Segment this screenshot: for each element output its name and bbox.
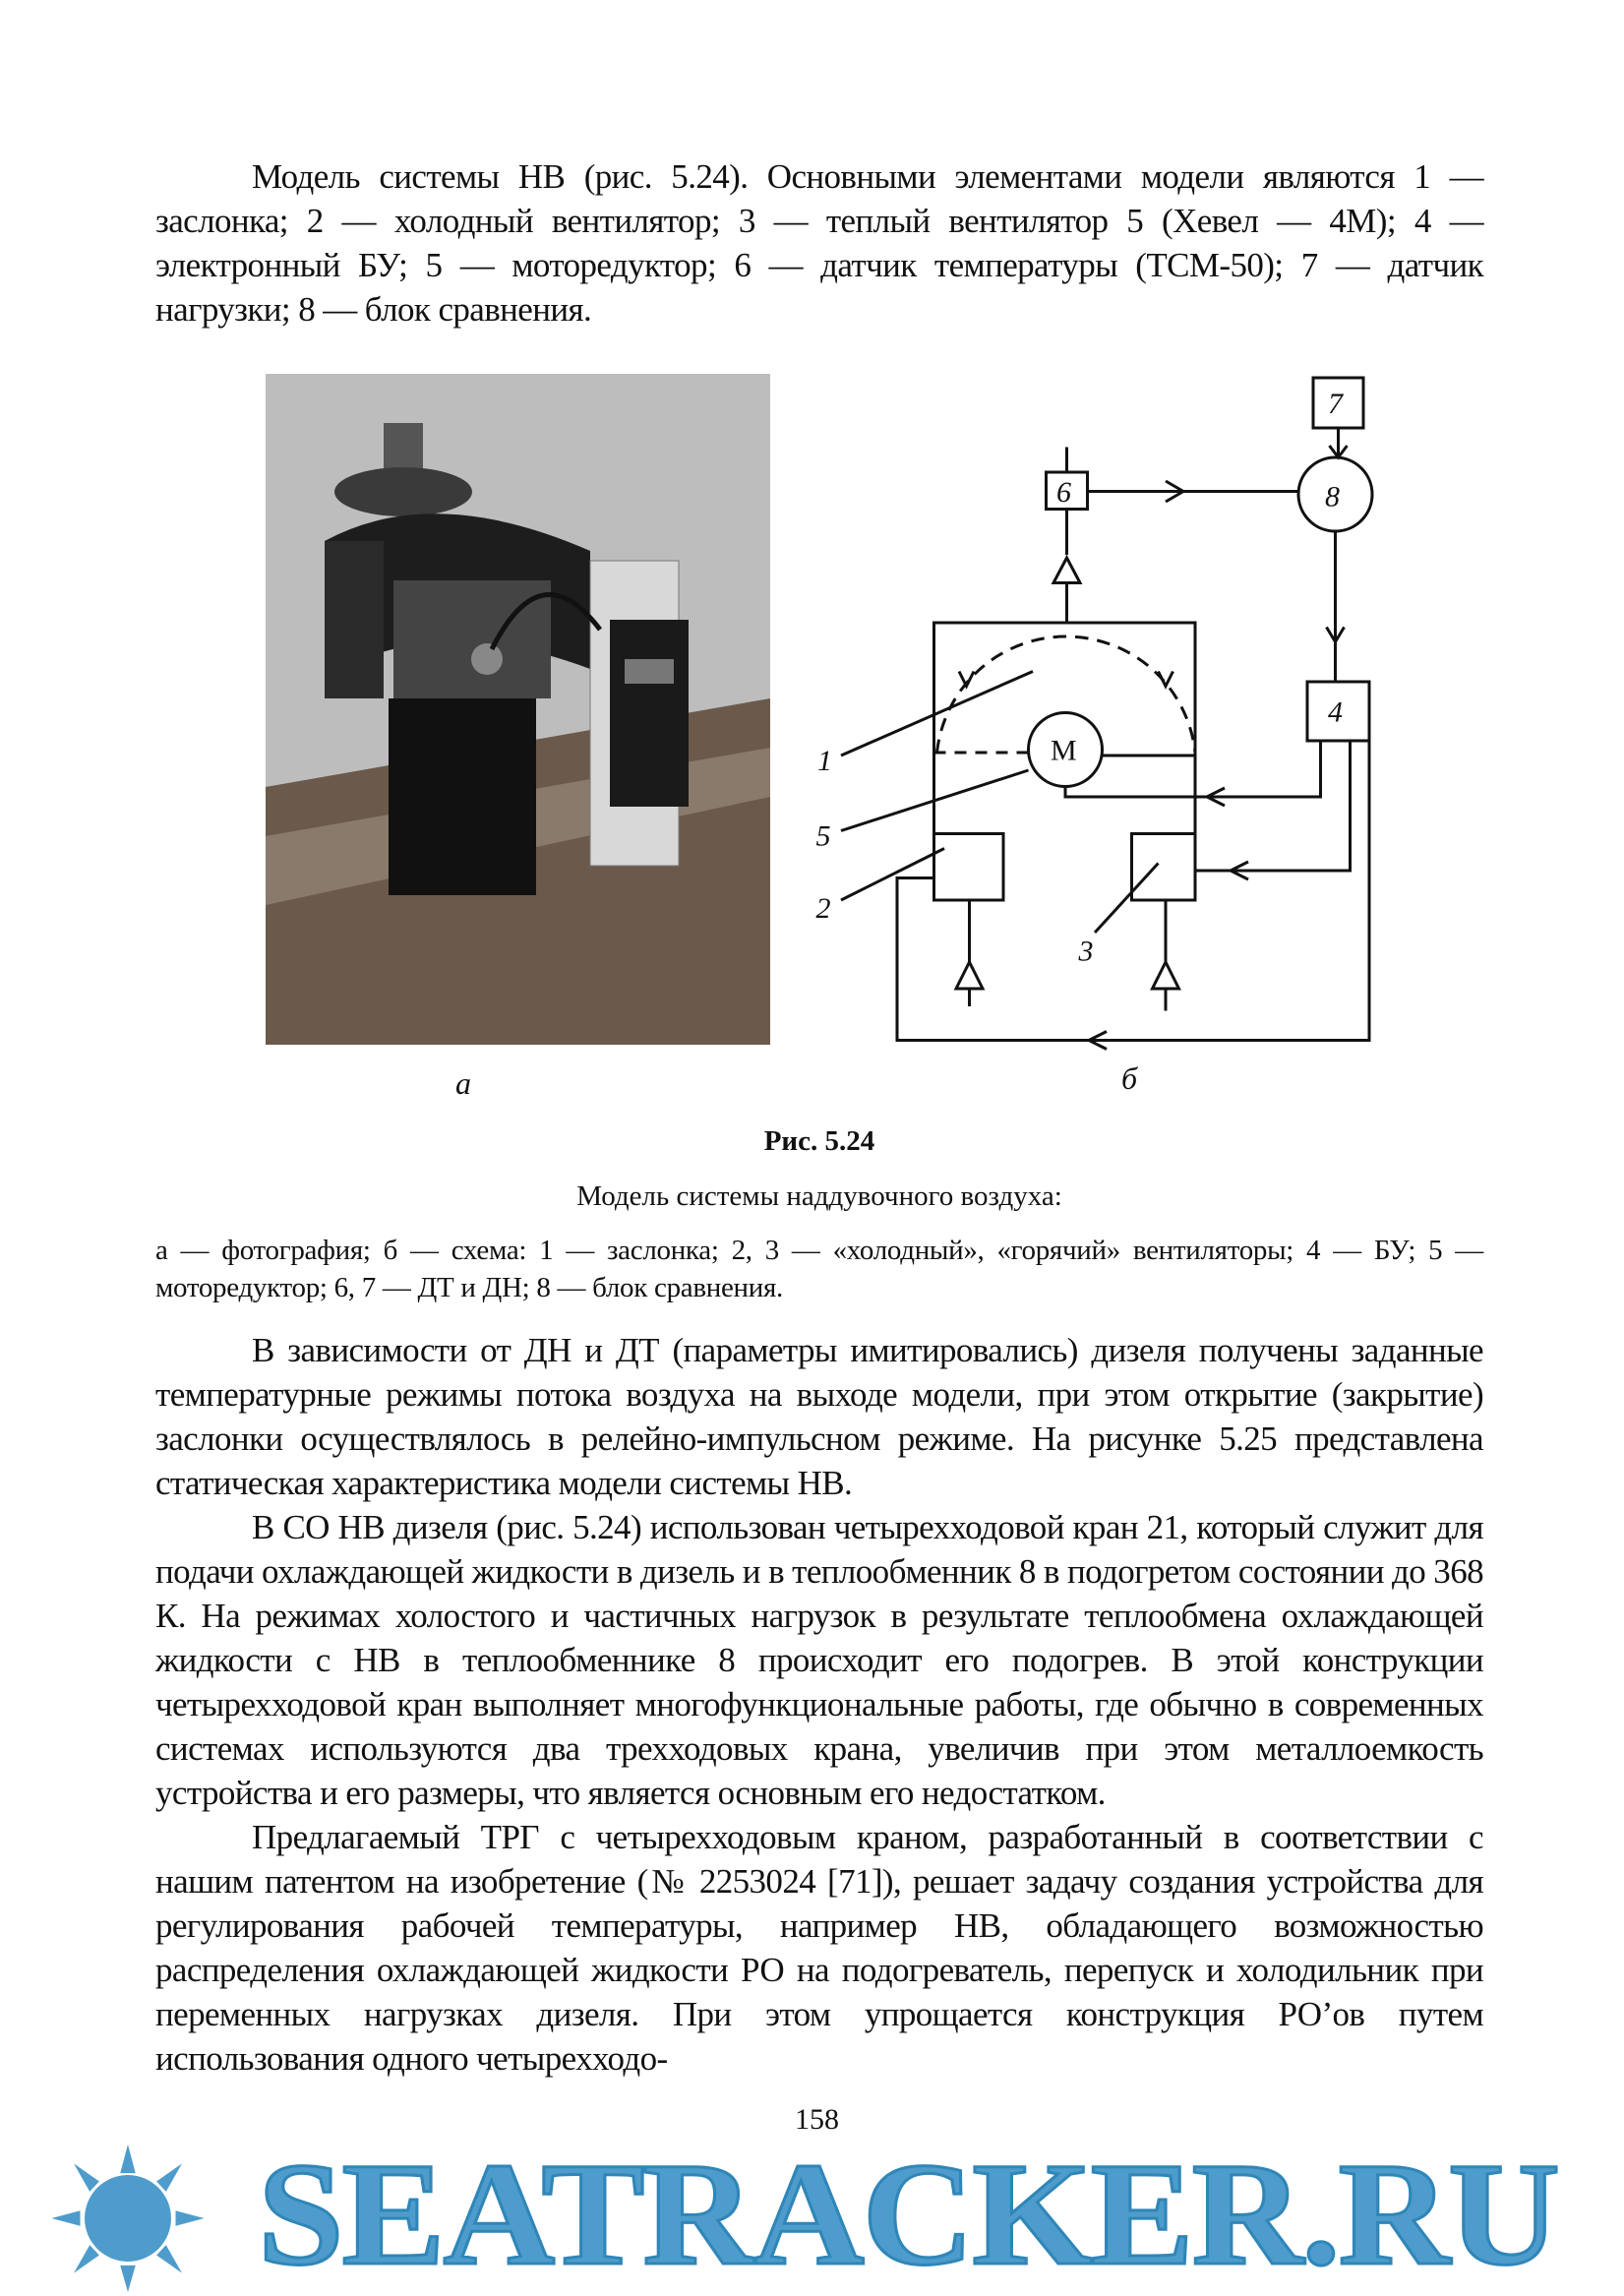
paragraph-4: Предлагаемый ТРГ с четырехходовым краном, разработанный в соответствии с нашим патентом на изобретение (№ 2253024 [71]), решает задачу создания устройства для регулирования рабочей температуры, например НВ, обладающего возможностью распределения охлаждающей жидкости РО на подогреватель, перепуск и холодильник при переменных нагрузках дизеля. При этом упрощается конструкция РО’ов путем использования одного четырехходо- (155, 1818, 1483, 2078)
label-6: 6 (1056, 476, 1071, 509)
paragraph-3: В СО НВ дизеля (рис. 5.24) использован четырехходовой кран 21, который служит для подачи охлаждающей жидкости в дизель и в теплообменник 8 в подогретом состоянии до 368 К. На режимах холостого и частичных нагрузок в результате теплообмена охлаждающей жидкости с НВ в теплообменнике 8 происходит его подогрев. В этой конструкции четырехходовой кран выполняет многофункциональные работы, где обычно в современных системах используются два трехходовых крана, увеличив при этом металлоемкость устройства и его размеры, что является основным его недостатком. (155, 1508, 1483, 1812)
photo-illustration (266, 374, 770, 1045)
paragraph-2: В зависимости от ДН и ДТ (параметры имитировались) дизеля получены заданные температурные режимы потока воздуха на выходе модели, при этом открытие (закрытие) заслонки осуществлялось в релейно-импульсном режиме. На рисунке 5.25 представлена статическая характеристика модели системы НВ. (155, 1331, 1483, 1502)
figure-label-b: б (1121, 1060, 1138, 1096)
label-5: 5 (815, 819, 831, 853)
label-2: 2 (815, 892, 831, 925)
label-7: 7 (1328, 388, 1343, 421)
cold-fan-2 (934, 834, 1004, 901)
text-flow (155, 1121, 1483, 2081)
paragraph-intro: Модель системы НВ (рис. 5.24). Основными элементами модели являются 1 — заслонка; 2 — холодный вентилятор; 3 — теплый вентилятор 5 (Хевел — 4М); 4 — электронный БУ; 5 — моторедуктор; 6 — датчик температуры (ТСМ-50); 7 — датчик нагрузки; 8 — блок сравнения. (155, 157, 1483, 329)
label-1: 1 (817, 745, 832, 777)
watermark-sun-icon (20, 2145, 236, 2292)
figure-photo (266, 374, 770, 1045)
figure-title: Рис. 5.24 (763, 1125, 875, 1157)
hot-fan-3 (1132, 834, 1196, 901)
figure-subtitle: Модель системы наддувочного воздуха: (576, 1180, 1062, 1212)
label-3: 3 (1078, 935, 1094, 968)
label-4: 4 (1328, 695, 1343, 729)
label-motor: М (1051, 734, 1077, 767)
system-schematic (797, 369, 1387, 1062)
watermark-text: SEATRACKER.RU (258, 2133, 1558, 2296)
sensor-6-input (1053, 558, 1080, 583)
page-number: 158 (795, 2103, 839, 2136)
figure-label-a: а (455, 1065, 471, 1101)
figure-legend: а — фотография; б — схема: 1 — заслонка; 2, 3 — «холодный», «горячий» вентиляторы; 4 — БУ; 5 — моторедуктор; 6, 7 — ДТ и ДН; 8 — блок сравнения. (155, 1235, 1483, 1303)
label-8: 8 (1325, 480, 1340, 514)
